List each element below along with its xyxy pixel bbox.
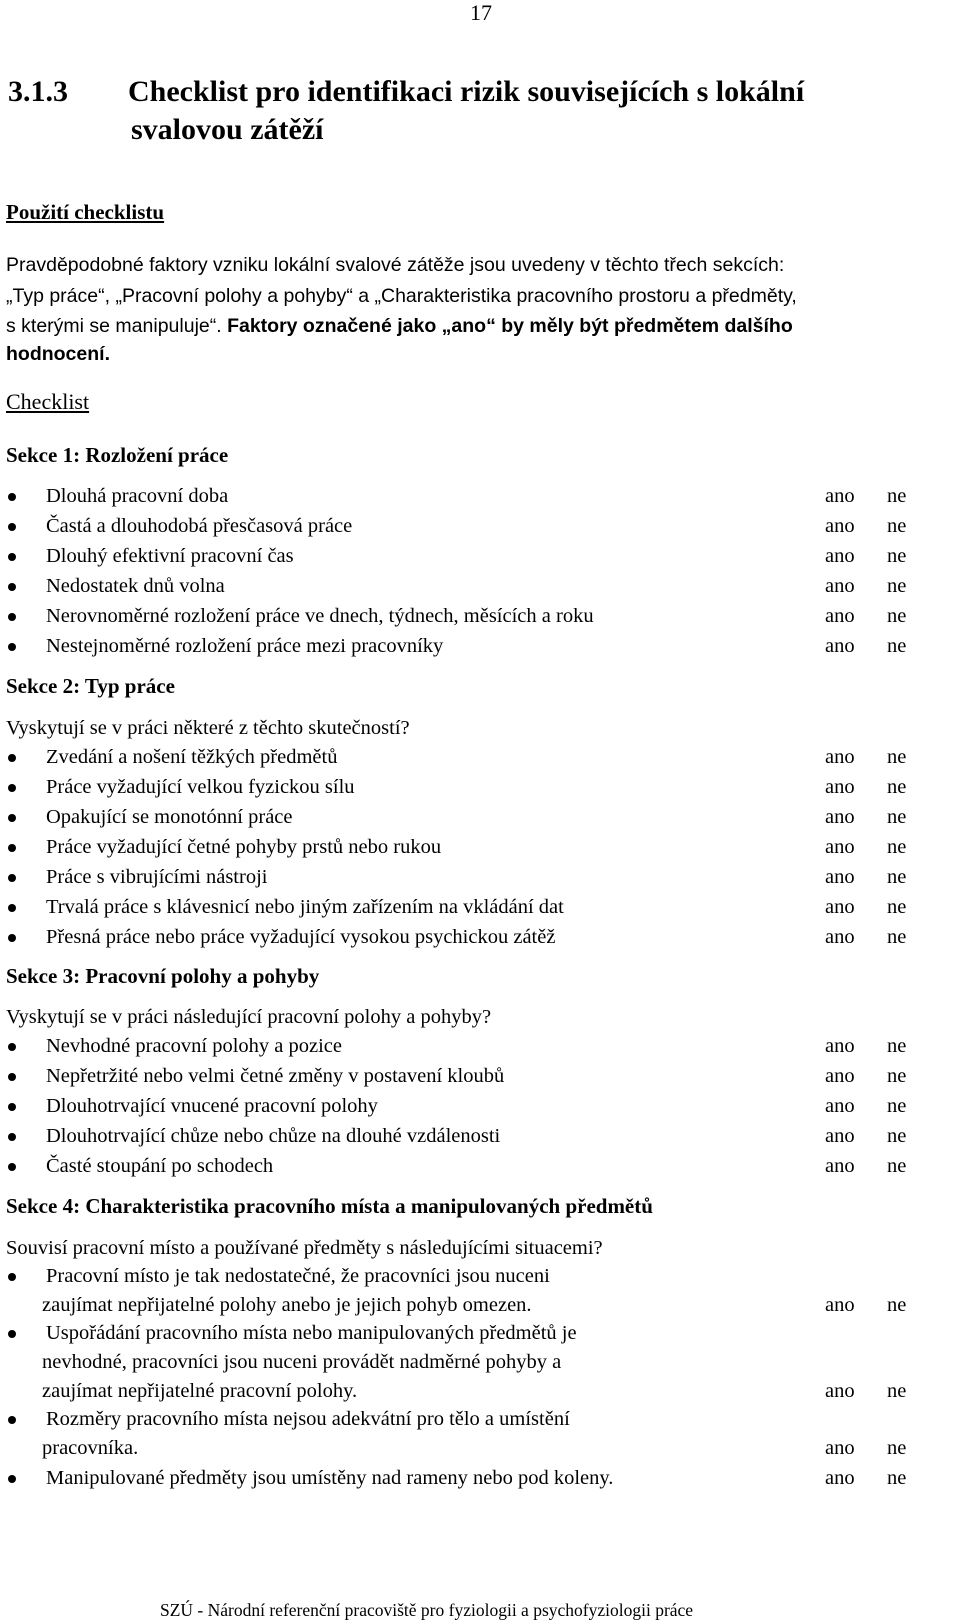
answer-yes[interactable]: ano	[825, 926, 855, 948]
section4-bullet	[8, 1416, 16, 1424]
section4-bullet	[8, 1475, 16, 1483]
answer-yes[interactable]: ano	[825, 545, 855, 567]
answer-no[interactable]: ne	[887, 926, 907, 948]
section1-item: Dlouhý efektivní pracovní čas	[46, 545, 294, 567]
section3-bullet	[8, 1133, 16, 1141]
section4-question: Souvisí pracovní místo a používané předměty s následujícími situacemi?	[6, 1237, 603, 1259]
answer-yes[interactable]: ano	[825, 1035, 855, 1057]
answer-yes[interactable]: ano	[825, 605, 855, 627]
intro-line-3	[6, 313, 793, 339]
section2-item: Trvalá práce s klávesnicí nebo jiným zařízením na vkládání dat	[46, 896, 564, 918]
section2-bullet	[8, 844, 16, 852]
section1-item: Nerovnoměrné rozložení práce ve dnech, týdnech, měsících a roku	[46, 605, 594, 627]
answer-no[interactable]: ne	[887, 806, 907, 828]
section3-item: Časté stoupání po schodech	[46, 1155, 274, 1177]
section4-item-line: zaujímat nepřijatelné polohy anebo je jejich pohyb omezen.	[42, 1294, 532, 1316]
answer-yes[interactable]: ano	[825, 515, 855, 537]
answer-no[interactable]: ne	[887, 1095, 907, 1117]
answer-yes[interactable]: ano	[825, 836, 855, 858]
page-title-line2: svalovou zátěží	[131, 113, 324, 146]
section4-item-line: pracovníka.	[42, 1437, 139, 1459]
answer-no[interactable]: ne	[887, 575, 907, 597]
answer-no[interactable]: ne	[887, 746, 907, 768]
answer-yes[interactable]: ano	[825, 1380, 855, 1402]
answer-yes[interactable]: ano	[825, 1065, 855, 1087]
answer-yes[interactable]: ano	[825, 485, 855, 507]
section3-item: Dlouhotrvající chůze nebo chůze na dlouhé vzdálenosti	[46, 1125, 501, 1147]
section2-item: Práce vyžadující velkou fyzickou sílu	[46, 776, 355, 798]
intro-line-3-normal: s kterými se manipuluje“.	[6, 315, 228, 337]
section4-item-line: Rozměry pracovního místa nejsou adekvátní pro tělo a umístění	[46, 1408, 570, 1430]
section3-item: Nepřetržité nebo velmi četné změny v postavení kloubů	[46, 1065, 505, 1087]
answer-yes[interactable]: ano	[825, 806, 855, 828]
page-footer: SZÚ - Národní referenční pracoviště pro fyziologii a psychofyziologii práce	[160, 1600, 694, 1620]
answer-no[interactable]: ne	[887, 1035, 907, 1057]
section3-title: Sekce 3: Pracovní polohy a pohyby	[6, 964, 320, 988]
section1-item: Nestejnoměrné rozložení práce mezi pracovníky	[46, 635, 444, 657]
section3-item: Nevhodné pracovní polohy a pozice	[46, 1035, 343, 1057]
answer-no[interactable]: ne	[887, 1065, 907, 1087]
section3-bullet	[8, 1103, 16, 1111]
answer-yes[interactable]: ano	[825, 746, 855, 768]
section1-bullet	[8, 493, 16, 501]
section4-item-line: zaujímat nepřijatelné pracovní polohy.	[42, 1380, 358, 1402]
answer-yes[interactable]: ano	[825, 866, 855, 888]
section2-item: Přesná práce nebo práce vyžadující vysokou psychickou zátěž	[46, 926, 556, 948]
intro-line-4	[6, 341, 110, 367]
section1-bullet	[8, 523, 16, 531]
section2-item: Zvedání a nošení těžkých předmětů	[46, 746, 338, 768]
section-number: 3.1.3	[8, 75, 68, 108]
answer-no[interactable]: ne	[887, 836, 907, 858]
page-title: Checklist pro identifikaci rizik souvisejících s lokální	[128, 75, 805, 108]
section2-bullet	[8, 934, 16, 942]
section4-title: Sekce 4: Charakteristika pracovního místa a manipulovaných předmětů	[6, 1194, 653, 1218]
answer-yes[interactable]: ano	[825, 1125, 855, 1147]
answer-no[interactable]: ne	[887, 515, 907, 537]
section1-bullet	[8, 553, 16, 561]
answer-yes[interactable]: ano	[825, 776, 855, 798]
answer-no[interactable]: ne	[887, 776, 907, 798]
answer-no[interactable]: ne	[887, 545, 907, 567]
answer-no[interactable]: ne	[887, 1294, 907, 1316]
section3-bullet	[8, 1163, 16, 1171]
answer-no[interactable]: ne	[887, 866, 907, 888]
section4-item-line: Pracovní místo je tak nedostatečné, že pracovníci jsou nuceni	[46, 1265, 550, 1287]
section2-question: Vyskytují se v práci některé z těchto skutečností?	[6, 717, 410, 739]
section4-bullet	[8, 1273, 16, 1281]
section4-item-line: Uspořádání pracovního místa nebo manipulovaných předmětů je	[46, 1322, 577, 1344]
section2-item: Práce vyžadující četné pohyby prstů nebo rukou	[46, 836, 442, 858]
intro-line-2: „Typ práce“, „Pracovní polohy a pohyby“ a „Charakteristika pracovního prostoru a předměty,	[6, 285, 797, 307]
checklist-heading: Checklist	[6, 389, 90, 414]
answer-no[interactable]: ne	[887, 1125, 907, 1147]
answer-yes[interactable]: ano	[825, 1294, 855, 1316]
section2-bullet	[8, 874, 16, 882]
answer-no[interactable]: ne	[887, 485, 907, 507]
section2-bullet	[8, 754, 16, 762]
answer-no[interactable]: ne	[887, 605, 907, 627]
section2-bullet	[8, 814, 16, 822]
answer-no[interactable]: ne	[887, 1155, 907, 1177]
section1-item: Dlouhá pracovní doba	[46, 485, 229, 507]
section1-bullet	[8, 583, 16, 591]
answer-yes[interactable]: ano	[825, 896, 855, 918]
section3-item: Dlouhotrvající vnucené pracovní polohy	[46, 1095, 378, 1117]
page-number: 17	[470, 0, 492, 25]
section1-bullet	[8, 613, 16, 621]
section1-item: Častá a dlouhodobá přesčasová práce	[46, 515, 353, 537]
section3-question: Vyskytují se v práci následující pracovní polohy a pohyby?	[6, 1006, 492, 1028]
answer-no[interactable]: ne	[887, 635, 907, 657]
section2-bullet	[8, 784, 16, 792]
section4-item-line: nevhodné, pracovníci jsou nuceni provádět nadměrné pohyby a	[42, 1351, 562, 1373]
answer-no[interactable]: ne	[887, 1380, 907, 1402]
intro-line-3-bold: Faktory označené jako „ano“ by měly být předmětem dalšího	[227, 315, 793, 337]
answer-yes[interactable]: ano	[825, 1437, 855, 1459]
section2-item: Opakující se monotónní práce	[46, 806, 293, 828]
section1-title: Sekce 1: Rozložení práce	[6, 443, 229, 467]
answer-no[interactable]: ne	[887, 1437, 907, 1459]
section3-bullet	[8, 1043, 16, 1051]
answer-yes[interactable]: ano	[825, 635, 855, 657]
intro-line-1: Pravděpodobné faktory vzniku lokální svalové zátěže jsou uvedeny v těchto třech sekcích:	[6, 254, 785, 276]
section1-bullet	[8, 643, 16, 651]
answer-yes[interactable]: ano	[825, 1467, 855, 1489]
section2-title: Sekce 2: Typ práce	[6, 674, 175, 698]
answer-yes[interactable]: ano	[825, 575, 855, 597]
answer-no[interactable]: ne	[887, 1467, 907, 1489]
answer-yes[interactable]: ano	[825, 1095, 855, 1117]
section4-item-line: Manipulované předměty jsou umístěny nad rameny nebo pod koleny.	[46, 1467, 614, 1489]
section1-item: Nedostatek dnů volna	[46, 575, 225, 597]
usage-heading: Použití checklistu	[6, 200, 165, 224]
answer-yes[interactable]: ano	[825, 1155, 855, 1177]
section4-bullet	[8, 1330, 16, 1338]
intro-line-4-bold: hodnocení.	[6, 343, 110, 365]
section2-bullet	[8, 904, 16, 912]
answer-no[interactable]: ne	[887, 896, 907, 918]
section3-bullet	[8, 1073, 16, 1081]
section2-item: Práce s vibrujícími nástroji	[46, 866, 268, 888]
